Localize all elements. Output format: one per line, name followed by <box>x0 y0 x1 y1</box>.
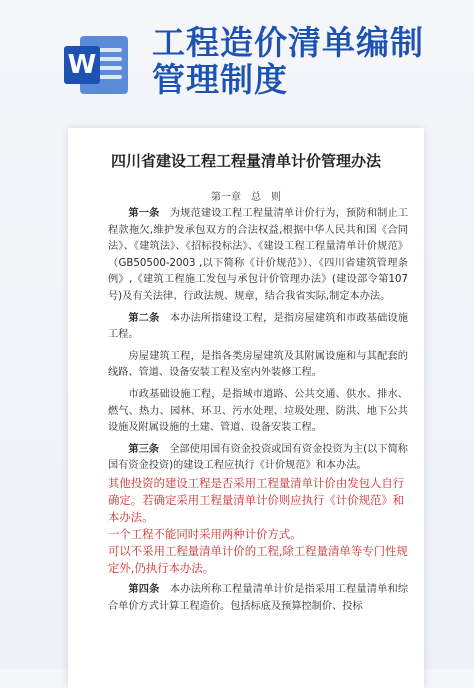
paragraph-text: 本办法所称工程量清单计价是指采用工程量清单和综合单价方式计算工程造价。包括标底及预算控制价、投标 <box>108 583 409 612</box>
article-label: 第一条 <box>128 208 160 219</box>
article-label: 第二条 <box>128 312 160 324</box>
banner-title-line-2: 管理制度 <box>152 60 288 99</box>
paragraph-article-3 <box>108 442 408 475</box>
highlighted-text-1: 其他投资的建设工程是否采用工程量清单计价由发包人自行确定。若确定采用工程量清单计价则应执行《计价规范》和本办法。 <box>108 475 405 524</box>
app-letter: W <box>64 46 100 84</box>
banner-title-line-1: 工程造价清单编制 <box>152 23 424 62</box>
highlighted-text-2: 一个工程不能同时采用两种计价方式。 <box>108 526 302 541</box>
document-page <box>68 128 424 688</box>
paragraph-text: 为规范建设工程工程量清单计价行为，预防和制止工程款拖欠,维护发承包双方的合法权益,根据中华人民共和国《合同法》、《建筑法》、《招标投标法》、《建设工程工程量清单计价规范》（GB50500-2003 ,以下简称《计价规范》）、《四川省建筑管理条例》,《建筑工程施工发包与承包计价管理办法》(建设部令第107 号)及有关法律、行政法规、规章，结合我省实际,制定本办法。 <box>108 208 409 302</box>
header-banner <box>0 0 474 118</box>
paragraph-text: 本办法所指建设工程，是指房屋建筑和市政基础设施工程。 <box>108 312 409 341</box>
highlighted-text-3: 可以不采用工程量清单计价的工程,除工程量清单等专门性规定外,仍执行本办法。 <box>108 543 408 575</box>
paragraph-municipal-works <box>108 387 408 437</box>
paragraph-text: 房屋建筑工程，是指各类房屋建筑及其附属设施和与其配套的线路、管道、设备安装工程及室内外装修工程。 <box>108 350 408 379</box>
paragraph-text: 市政基础设施工程，是指城市道路、公共交通、供水、排水、燃气、热力、园林、环卫、污水处理、垃圾处理、防洪、地下公共设施及附属设施的土建、管道、设备安装工程。 <box>108 388 408 434</box>
paragraph-article-4 <box>108 582 408 615</box>
document-title: 四川省建设工程工程量清单计价管理办法 <box>110 152 381 170</box>
chapter-heading: 第一章 总 则 <box>211 192 281 203</box>
document-body <box>108 206 408 615</box>
article-label: 第四条 <box>128 583 160 595</box>
banner-title <box>152 24 452 98</box>
paragraph-building-works <box>108 349 408 382</box>
paragraph-article-2 <box>108 311 408 344</box>
paragraph-article-1 <box>108 206 408 306</box>
paragraph-text: 全部使用国有资金投资或国有资金投资为主(以下简称国有资金投资)的建设工程应执行《计价规范》和本办法。 <box>108 443 408 472</box>
article-label: 第三条 <box>128 443 160 455</box>
word-document-icon <box>64 34 128 96</box>
